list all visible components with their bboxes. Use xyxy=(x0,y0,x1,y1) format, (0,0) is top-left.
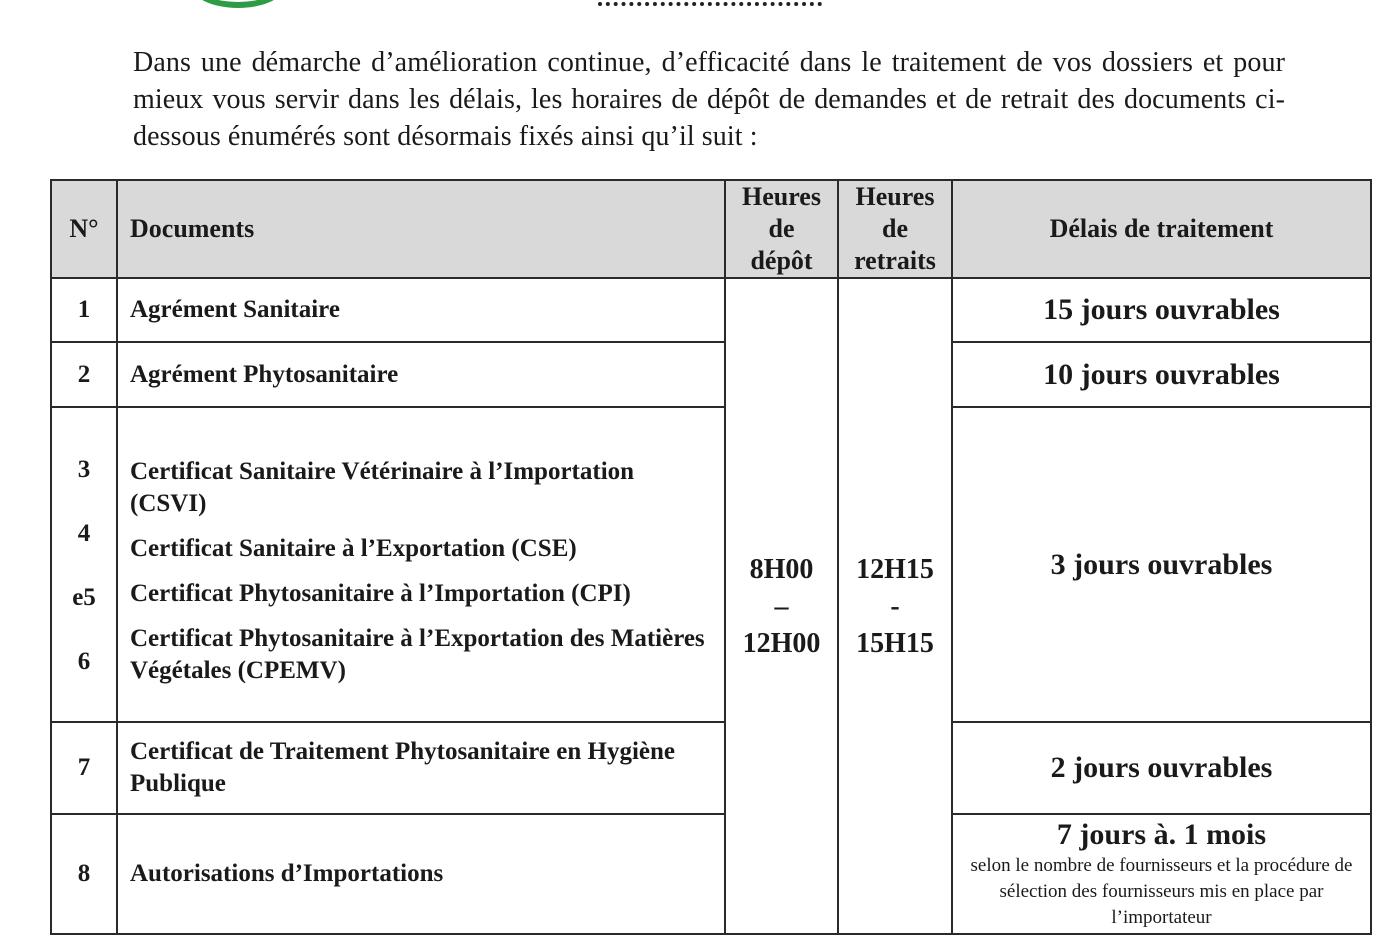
row-number: 8 xyxy=(51,814,117,934)
header-delais: Délais de traitement xyxy=(952,180,1371,278)
row-number: 4 xyxy=(77,519,91,547)
row-document: Certificat de Traitement Phytosanitaire en Hygiène Publique xyxy=(117,722,725,814)
retrait-end: 15H15 xyxy=(856,627,934,659)
row-delay: 15 jours ouvrables xyxy=(952,278,1371,342)
row-document: Certificat Phytosanitaire à l’Exportation des Matières Végétales (CPEMV) xyxy=(130,625,705,685)
header-retrait-line3: retraits xyxy=(854,246,936,275)
row-number-group xyxy=(51,407,117,722)
header-depot-line1: Heures xyxy=(742,182,821,211)
row-delay: 2 jours ouvrables xyxy=(952,722,1371,814)
table-row-group xyxy=(51,407,1371,722)
table-row xyxy=(51,278,1371,342)
intro-paragraph: Dans une démarche d’amélioration continue, d’efficacité dans le traitement de vos dossiers et pour mieux vous servir dans les délais, les horaires de dépôt de demandes et de retrait des documents ci-dessous énumérés sont désormais fixés ainsi qu’il suit : xyxy=(133,47,1285,152)
row-number: 7 xyxy=(51,722,117,814)
header-no: N° xyxy=(51,180,117,278)
title-underline xyxy=(598,0,822,6)
row-delay: 7 jours à. 1 mois xyxy=(1056,818,1267,851)
row-document: Autorisations d’Importations xyxy=(117,814,725,934)
row-document: Certificat Phytosanitaire à l’Importation (CPI) xyxy=(130,580,631,608)
table-row xyxy=(51,342,1371,407)
table-header-row xyxy=(51,180,1371,278)
header-retrait-line1: Heures xyxy=(855,182,935,211)
retrait-hours xyxy=(838,278,952,934)
row-document: Agrément Sanitaire xyxy=(117,278,725,342)
group-delay: 3 jours ouvrables xyxy=(952,407,1371,722)
retrait-start: 12H15 xyxy=(856,553,934,585)
schedule-table xyxy=(50,179,1372,935)
table-row xyxy=(51,722,1371,814)
row-document: Agrément Phytosanitaire xyxy=(117,342,725,407)
depot-hours xyxy=(725,278,838,934)
depot-separator: – xyxy=(774,590,789,622)
delay-note: selon le nombre de fournisseurs et la procédure de sélection des fournisseurs mis en place par l’importateur xyxy=(970,855,1353,928)
row-document-group xyxy=(117,407,725,722)
retrait-separator: - xyxy=(890,590,900,622)
header-retrait-line2: de xyxy=(882,214,908,243)
row-delay-cell xyxy=(952,814,1371,934)
row-delay: 10 jours ouvrables xyxy=(952,342,1371,407)
header-documents: Documents xyxy=(117,180,725,278)
header-depot-line3: dépôt xyxy=(750,246,813,275)
header-depot-line2: de xyxy=(768,214,795,243)
header-retrait xyxy=(838,180,952,278)
row-document: Certificat Sanitaire Vétérinaire à l’Importation (CSVI) xyxy=(130,457,635,517)
row-number: 6 xyxy=(77,647,91,675)
row-number: 2 xyxy=(51,342,117,407)
table-row xyxy=(51,814,1371,934)
depot-end: 12H00 xyxy=(742,627,821,659)
row-number: e5 xyxy=(72,583,96,611)
header-depot xyxy=(725,180,838,278)
row-number: 3 xyxy=(77,455,91,483)
row-number: 1 xyxy=(51,278,117,342)
row-document: Certificat Sanitaire à l’Exportation (CSE) xyxy=(130,534,577,562)
depot-start: 8H00 xyxy=(749,553,814,585)
logo-icon xyxy=(190,0,286,8)
